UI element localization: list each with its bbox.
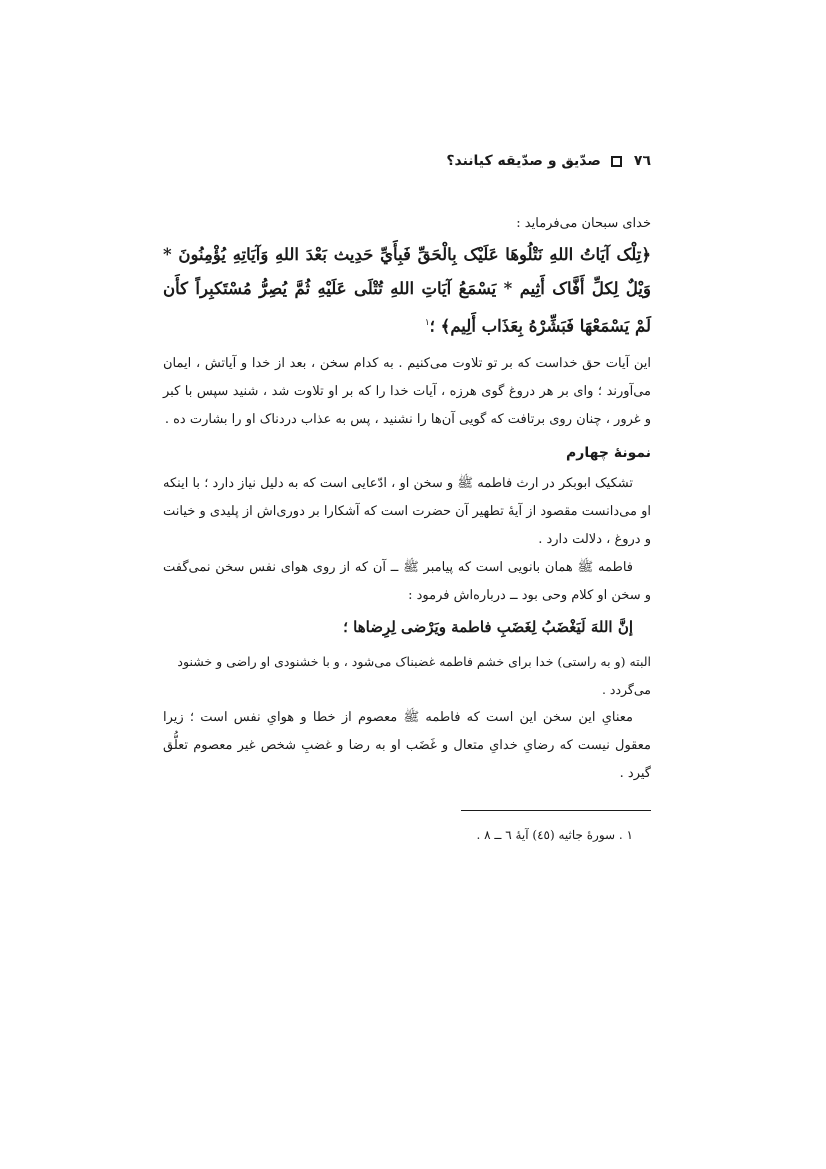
paragraph-2: فاطمه ﷺ همان بانویی است که پیامبر ﷺ ــ آن که از روی هوای نفس سخن نمی‌گفت و سخن او کلام وحی بود ــ درباره‌اش فرمود : [163, 559, 651, 603]
paragraph-1: تشکیک ابوبکر در ارث فاطمه ﷺ و سخن او ، ادّعایی است که به دلیل نیاز دارد ؛ با اینکه او می‌دانست مقصود از آیهٔ تطهیر آن حضرت است که آشکارا بر دوری‌اش از پلیدی و خیانت و دروغ ، دلالت دارد . [163, 475, 651, 547]
header-title: صدّيق و صدّيقه كيانند؟ [446, 153, 601, 169]
book-page [163, 148, 651, 845]
quran-verse [163, 238, 651, 344]
intro-line: خدای سبحان می‌فرماید : [516, 216, 651, 231]
running-header [163, 148, 651, 174]
footnote-ref: ١ [424, 318, 430, 328]
hadith-quote: إنَّ اللهَ لَيَغْضَبُ لِغَضَبِ فاطمة ويَرْضى لِرِضاها ؛ [343, 617, 633, 636]
footnote: ١ . سورهٔ جاثیه (٤٥) آیهٔ ٦ ــ ٨ . [476, 827, 633, 842]
page-number: ٧٦ [633, 153, 651, 169]
footnote-divider [461, 810, 651, 811]
verse-text: ﴿تِلْک آيَاتُ اللهِ نَتْلُوهَا عَلَيْک بِالْحَقِّ فَبِأَيِّ حَدِيث بَعْدَ اللهِ وَآيَاتِهِ يُؤْمِنُونَ * وَيْلٌ لِكلِّ أَفَّاک أَثِيم * يَسْمَعُ آيَاتِ اللهِ تُتْلَى عَلَيْهِ ثُمَّ يُصِرُّ مُسْتَكبِراً كأَن لَمْ يَسْمَعْهَا فَبَشِّرْهُ بِعَذَاب أَلِيم﴾ ؛ [163, 245, 651, 336]
paragraph-3: معنایِ این سخن این است که فاطمه ﷺ معصوم از خطا و هوایِ نفس است ؛ زیرا معقول نیست که رضایِ خدایِ متعال و غَضَب او به رضا و غضبِ شخص غیر معصوم تعلُّق گیرد . [163, 709, 651, 781]
square-icon [611, 156, 622, 167]
verse-translation: این آیات حق خداست که بر تو تلاوت می‌کنیم . به کدام سخن ، بعد از خدا و آیاتش ، ایمان می‌آورند ؛ وای بر هر دروغ گوی هرزه ، آیات خدا را که بر او تلاوت شد ، شنید سپس با کبر و غرور ، چنان روی برتافت که گویی آن‌ها را نشنید ، پس به عذاب دردناک او را بشارت ده . [163, 355, 651, 427]
section-title: نمونهٔ چهارم [566, 444, 651, 461]
hadith-translation: البته (و به راستی) خدا برای خشم فاطمه غضبناک می‌شود ، و با خشنودی او راضی و خشنود می‌گردد . [177, 653, 651, 697]
